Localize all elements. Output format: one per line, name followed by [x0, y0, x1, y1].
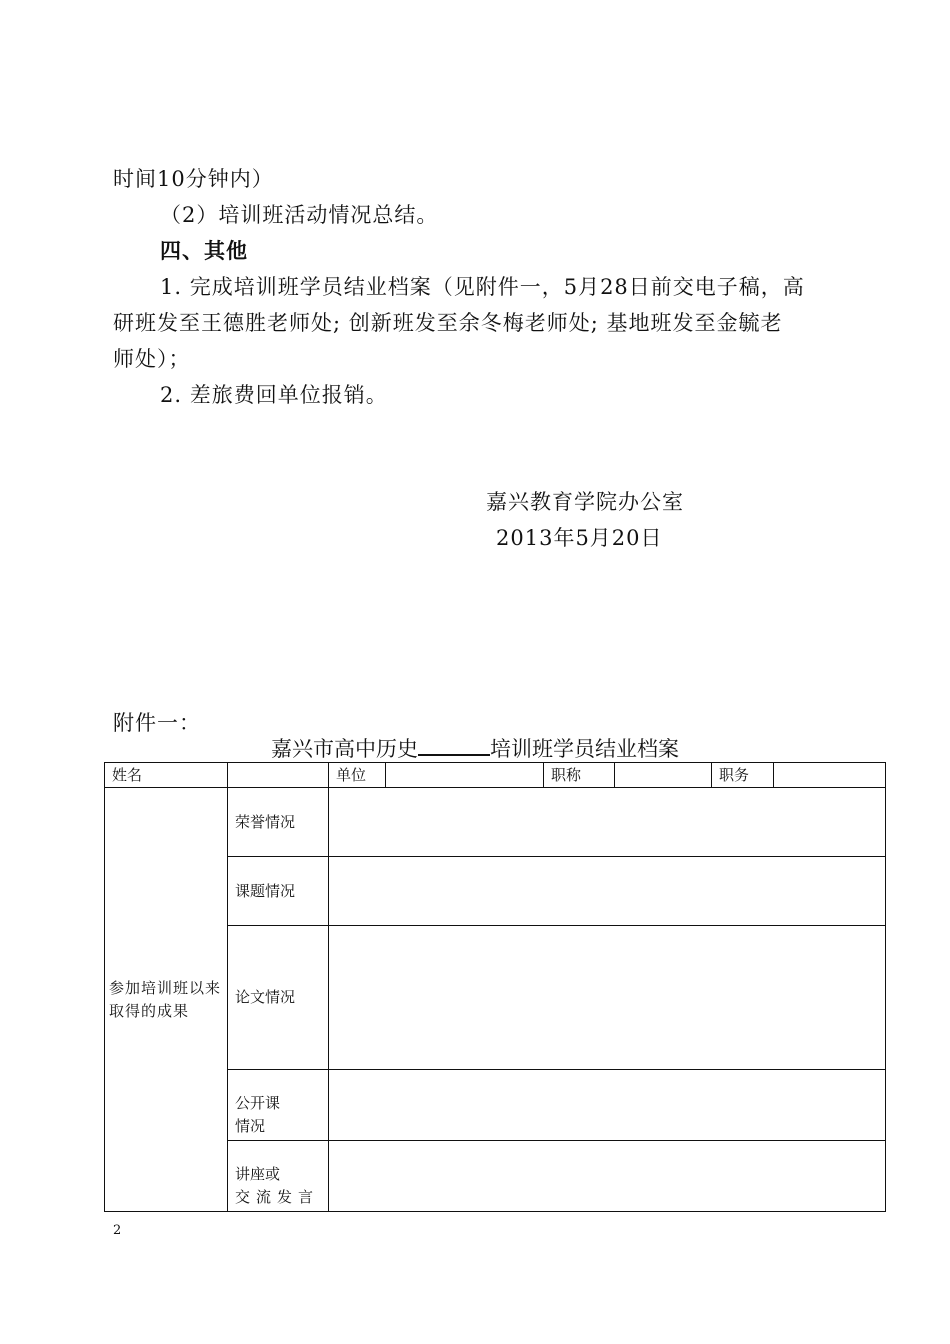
item-1-line-b: 研班发至王德胜老师处; 创新班发至余冬梅老师处; 基地班发至金毓老	[113, 311, 783, 335]
table-title-prefix: 嘉兴市高中历史	[271, 737, 418, 761]
name-value-cell	[228, 763, 329, 788]
item-2: 2. 差旅费回单位报销。	[160, 383, 388, 407]
section-heading-other: 四、其他	[160, 238, 248, 263]
project-label: 课题情况	[228, 857, 329, 926]
honor-label: 荣誉情况	[228, 788, 329, 857]
body-line-1: 时间10分钟内）	[113, 167, 274, 191]
title-label: 职称	[544, 763, 615, 788]
open-class-value-cell	[329, 1070, 886, 1141]
position-label: 职务	[712, 763, 774, 788]
open-class-label	[228, 1070, 329, 1141]
body-line-2: （2）培训班活动情况总结。	[160, 203, 439, 227]
paper-value-cell	[329, 926, 886, 1070]
table-title	[0, 734, 950, 763]
achievements-section-label: 参加培训班以来取得的成果	[105, 788, 228, 1212]
page-number: 2	[113, 1223, 122, 1238]
signature-date: 2013年5月20日	[496, 526, 663, 550]
lecture-value-cell	[329, 1141, 886, 1212]
signature-org: 嘉兴教育学院办公室	[486, 490, 684, 514]
attachment-label: 附件一：	[113, 711, 201, 735]
position-value-cell	[774, 763, 886, 788]
lecture-label	[228, 1141, 329, 1212]
table-title-suffix: 培训班学员结业档案	[490, 737, 679, 761]
item-1-line-c: 师处）；	[113, 347, 191, 371]
table-title-blank	[418, 734, 490, 756]
table-header-row	[105, 763, 886, 788]
paper-label: 论文情况	[228, 926, 329, 1070]
unit-label: 单位	[329, 763, 386, 788]
archive-table	[104, 762, 886, 1212]
name-label: 姓名	[105, 763, 228, 788]
table-row-honor	[105, 788, 886, 857]
unit-value-cell	[386, 763, 544, 788]
open-class-label-line-a: 公开课	[235, 1094, 281, 1112]
item-1-line-a: 1. 完成培训班学员结业档案（见附件一，5月28日前交电子稿，高	[160, 275, 805, 299]
honor-value-cell	[329, 788, 886, 857]
project-value-cell	[329, 857, 886, 926]
title-value-cell	[615, 763, 712, 788]
open-class-label-line-b: 情况	[235, 1117, 266, 1135]
lecture-label-line-b: 交流发言	[235, 1188, 320, 1206]
lecture-label-line-a: 讲座或	[235, 1165, 281, 1183]
